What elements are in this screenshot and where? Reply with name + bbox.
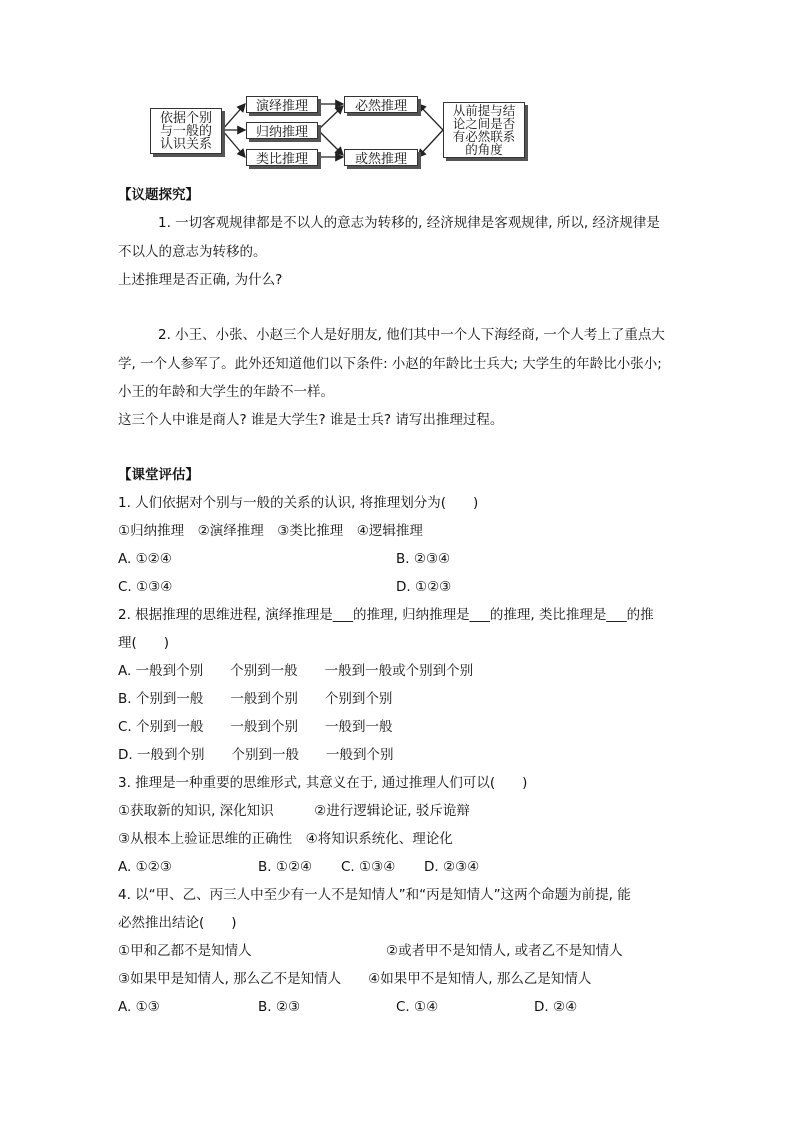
- inquiry-q2-line3: 小王的年龄和大学生的年龄不一样。: [118, 384, 334, 400]
- assess-q3-items-1: ①获取新的知识, 深化知识 ②进行逻辑论证, 驳斥诡辩: [118, 803, 470, 819]
- assess-q1-option-a: A. ①②④: [118, 551, 172, 567]
- inquiry-q2-line2: 学, 一个人参军了。此外还知道他们以下条件: 小赵的年龄比士兵大; 大学生的年龄比小张小;: [118, 356, 662, 372]
- assess-q2-line2: 理( ): [118, 635, 170, 651]
- inquiry-q1-line1: 1. 一切客观规律都是不以人的意志为转移的, 经济规律是客观规律, 所以, 经济规律是: [158, 215, 660, 231]
- assess-q3-option-c: C. ①③④: [341, 859, 396, 875]
- assess-q3-option-b: B. ①②④: [258, 859, 313, 875]
- assess-q1-option-c: C. ①③④: [118, 579, 173, 595]
- assess-q2-option-b: B. 个别到一般 一般到个别 个别到个别: [118, 691, 393, 707]
- diagram-box-inductive: 归纳推理: [246, 122, 318, 139]
- inquiry-q1-line2: 不以人的意志为转移的。: [118, 244, 267, 260]
- inquiry-q2-line1: 2. 小王、小张、小赵三个人是好朋友, 他们其中一个人下海经商, 一个人考上了重点大: [158, 327, 665, 343]
- inquiry-q2-ask: 这三个人中谁是商人? 谁是大学生? 谁是士兵? 请写出推理过程。: [118, 412, 504, 428]
- assess-q4-option-b: B. ②③: [258, 999, 301, 1015]
- assess-q2-option-a: A. 一般到个别 个别到一般 一般到一般或个别到个别: [118, 663, 474, 679]
- section-title-assessment: 【课堂评估】: [118, 467, 199, 483]
- assess-q3-option-d: D. ②③④: [424, 859, 480, 875]
- diagram-box-right: 从前提与结 论之间是否 有必然联系 的角度: [443, 102, 525, 158]
- assess-q4-items-2: ③如果甲是知情人, 那么乙不是知情人 ④如果甲不是知情人, 那么乙是知情人: [118, 971, 592, 987]
- assess-q4-line1: 4. 以“甲、乙、丙三人中至少有一人不是知情人”和“丙是知情人”这两个命题为前提, 能: [118, 887, 631, 903]
- assess-q3-items-2: ③从根本上验证思维的正确性 ④将知识系统化、理论化: [118, 831, 453, 847]
- assess-q3-option-a: A. ①②③: [118, 859, 172, 875]
- diagram-box-analogical: 类比推理: [246, 149, 318, 166]
- assess-q4-option-a: A. ①③: [118, 999, 160, 1015]
- assess-q3: 3. 推理是一种重要的思维形式, 其意义在于, 通过推理人们可以( ): [118, 775, 528, 791]
- assess-q1-option-b: B. ②③④: [396, 551, 451, 567]
- assess-q1: 1. 人们依据对个别与一般的关系的认识, 将推理划分为( ): [118, 495, 479, 511]
- assess-q2-option-d: D. 一般到个别 个别到一般 一般到个别: [118, 747, 394, 763]
- diagram-box-left: 依据个别 与一般的 认识关系: [150, 108, 222, 154]
- diagram-box-necessary: 必然推理: [344, 96, 418, 113]
- assess-q4-option-d: D. ②④: [534, 999, 578, 1015]
- diagram-box-probable: 或然推理: [344, 149, 418, 166]
- assess-q4-item-1: ①甲和乙都不是知情人: [118, 943, 252, 959]
- assess-q2-option-c: C. 个别到一般 一般到个别 一般到一般: [118, 719, 393, 735]
- assess-q1-option-d: D. ①②③: [396, 579, 452, 595]
- assess-q2-line1: 2. 根据推理的思维进程, 演绎推理是___的推理, 归纳推理是___的推理, 类比推理是___的推: [118, 607, 654, 623]
- inquiry-q1-ask: 上述推理是否正确, 为什么?: [118, 272, 283, 288]
- assess-q1-items: ①归纳推理 ②演绎推理 ③类比推理 ④逻辑推理: [118, 523, 423, 539]
- assess-q4-item-2: ②或者甲不是知情人, 或者乙不是知情人: [386, 943, 623, 959]
- section-title-inquiry: 【议题探究】: [118, 187, 199, 203]
- assess-q4-line2: 必然推出结论( ): [118, 915, 237, 931]
- diagram-box-deductive: 演绎推理: [246, 96, 318, 113]
- assess-q4-option-c: C. ①④: [396, 999, 439, 1015]
